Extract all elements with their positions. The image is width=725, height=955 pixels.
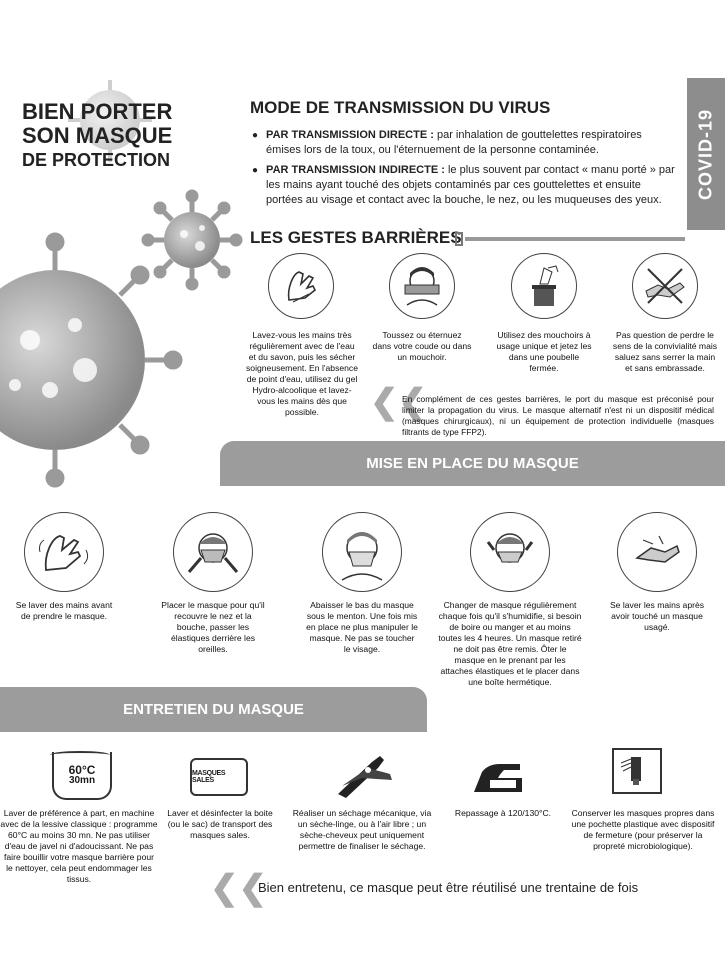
clothes-peg-icon (332, 748, 398, 802)
iron-icon (470, 760, 526, 796)
mise-en-place-banner (220, 441, 725, 486)
heading-marker (455, 232, 463, 246)
transmission-item: ● PAR TRANSMISSION DIRECTE : par inhalation de gouttelettes respiratoires émises lors de la toux, ou l'éternuement de la personne contaminée. (252, 129, 642, 156)
hand-washing-icon (268, 253, 334, 319)
no-handshake-icon (632, 253, 698, 319)
gestes-heading: LES GESTES BARRIÈRES (250, 228, 462, 247)
zip-bag-icon (612, 748, 662, 794)
gestes-note: En complément de ces gestes barrières, le port du masque est préconisé pour limiter la propagation du virus. Le masque alternatif n'est ni un dispositif médical (masques chirurgicaux), ni un équipement de protection individuelle (masques filtrants de type FFP2). (402, 394, 714, 437)
transmission-list (252, 128, 677, 208)
mise-en-place-heading: MISE EN PLACE DU MASQUE (366, 455, 579, 472)
geste-tissue-text: Utilisez des mouchoirs à usage unique et jetez les dans une poubelle fermée. (496, 330, 592, 373)
covid-sidebar-tab: COVID-19 (687, 78, 725, 230)
step-remove-mask-icon (470, 512, 550, 592)
step-chin-mask-icon (322, 512, 402, 592)
entretien-store-text: Conserver les masques propres dans une pochette plastique avec dispositif de fermeture (pour préserver la propreté microbiologique). (571, 808, 715, 851)
title-line-2: SON MASQUE (22, 123, 173, 148)
step-wash-after-icon (617, 512, 697, 592)
step-3-text: Abaisser le bas du masque sous le menton. Une fois mis en place ne plus manipuler le masque. Ne pas se toucher le visage. (306, 600, 418, 654)
entretien-dry-text: Réaliser un séchage mécanique, via un sèche-linge, ou à l'air libre ; un sèche-cheveux peut uniquement permettre de finaliser le séchage. (292, 808, 432, 851)
box-label: MASQUES SALES (192, 770, 226, 784)
entretien-banner (0, 687, 427, 732)
entretien-wash-text: Laver de préférence à part, en machine avec de la lessive classique : programme 60°C au moins 30 mn. Ne pas utiliser d'eau de javel ni d'adoucissant. Ne pas faire bouillir votre masque barrière pour le nettoyer, cela peut endommager les tissus. (0, 808, 158, 884)
transmission-heading: MODE DE TRANSMISSION DU VIRUS (250, 98, 551, 117)
wash-temp: 60°C (68, 763, 96, 777)
step-2-text: Placer le masque pour qu'il recouvre le nez et la bouche, passer les élastiques derrière les oreilles. (161, 600, 265, 654)
page-title (22, 100, 222, 172)
entretien-box-text: Laver et désinfecter la boite (ou le sac) de transport des masques sales. (167, 808, 273, 840)
transmission-item: ● PAR TRANSMISSION INDIRECTE : le plus souvent par contact « manu porté » par les mains ayant touché des objets contaminés par ces gouttelettes et ensuite portées au visage et contact avec la bouche, le nez, ou les muqueuses des yeux. (252, 164, 675, 206)
quote-chevron-icon: ❮❮ (370, 383, 427, 421)
step-fit-mask-icon (173, 512, 253, 592)
transmission-direct-label: PAR TRANSMISSION DIRECTE : (266, 129, 434, 141)
step-wash-hands-icon (24, 512, 104, 592)
transmission-indirect-text: le plus souvent par contact « manu porté » par les mains ayant touché des objets contaminés par ces gouttelettes et ensuite portées au visage et contact avec la bouche, le nez, ou les muqueuses des yeux. (266, 164, 675, 206)
geste-greeting-text: Pas question de perdre le sens de la convivialité mais saluez sans serrer la main et sans embrassade. (612, 330, 718, 373)
wash-wave (50, 751, 110, 759)
entretien-iron-text: Repassage à 120/130°C. (454, 808, 552, 818)
elbow-cough-icon (389, 253, 455, 319)
heading-rule (465, 237, 685, 241)
tissue-bin-icon (511, 253, 577, 319)
geste-wash-text: Lavez-vous les mains très régulièrement avec de l'eau et du savon, puis les sécher soigneusement. En l'absence de point d'eau, utilisez du gel Hydro-alcoolique et lavez-vous les mains dès que possible. (246, 330, 358, 417)
title-line-1: BIEN PORTER (22, 99, 173, 124)
footer-note: Bien entretenu, ce masque peut être réutilisé une trentaine de fois (258, 880, 639, 895)
wash-duration: 30mn (68, 775, 96, 786)
step-1-text: Se laver des mains avant de prendre le masque. (15, 600, 113, 621)
step-5-text: Se laver les mains après avoir touché un masque usagé. (609, 600, 705, 632)
transmission-direct-text: par inhalation de gouttelettes respiratoires émises lors de la toux, ou l'éternuement de la personne contaminée. (266, 129, 642, 156)
title-line-3: DE PROTECTION (22, 150, 171, 170)
transmission-indirect-label: PAR TRANSMISSION INDIRECTE : (266, 164, 445, 176)
entretien-heading: ENTRETIEN DU MASQUE (123, 701, 304, 718)
geste-cough-text: Toussez ou éternuez dans votre coude ou dans un mouchoir. (372, 330, 472, 362)
dirty-mask-box-icon (190, 758, 248, 796)
wash-60-icon (52, 752, 112, 800)
footer-chevron-icon: ❮❮ (210, 869, 267, 907)
step-4-text: Changer de masque régulièrement chaque fois qu'il s'humidifie, si besoin de boire ou manger et au moins toutes les 4 heures. Un masque retiré ne doit pas être remis. Ôter le masque en le prenant par les attaches élastiques et le placer dans une boîte hermétique. (438, 600, 582, 687)
